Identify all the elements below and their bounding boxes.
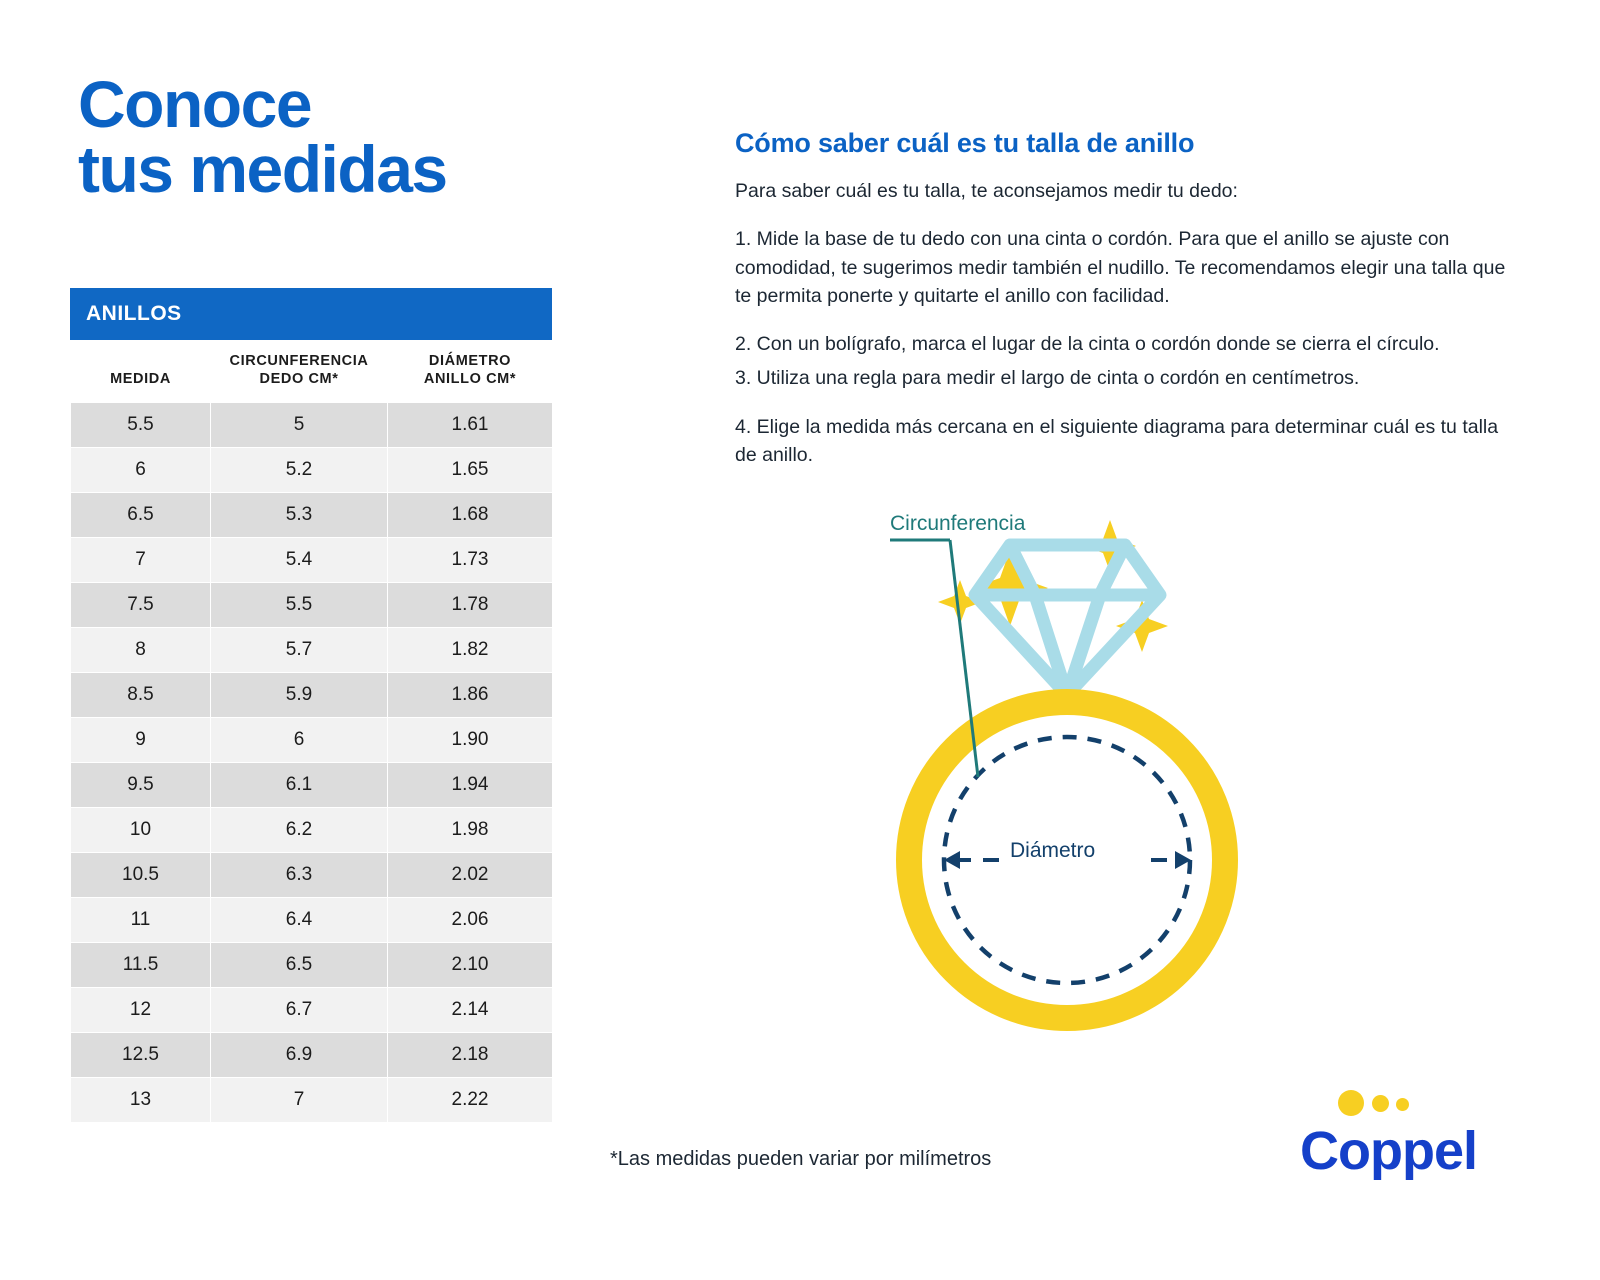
cell-medida: 5.5 (71, 403, 211, 448)
cell-diametro: 1.90 (388, 718, 553, 763)
cell-diametro: 2.22 (388, 1078, 553, 1123)
cell-medida: 9 (71, 718, 211, 763)
table-body (71, 403, 553, 1123)
cell-circunferencia: 6.4 (211, 898, 388, 943)
cell-diametro: 1.78 (388, 583, 553, 628)
table-row (71, 628, 553, 673)
cell-diametro: 1.94 (388, 763, 553, 808)
table-section-header (70, 288, 552, 340)
table-section-label: ANILLOS (86, 302, 182, 325)
footnote: *Las medidas pueden variar por milímetros (610, 1148, 992, 1170)
cell-medida: 8.5 (71, 673, 211, 718)
page-title-line1: Conoce (78, 67, 312, 141)
cell-medida: 7.5 (71, 583, 211, 628)
coppel-logo (1300, 1090, 1490, 1180)
table-row (71, 763, 553, 808)
table-row (71, 853, 553, 898)
cell-diametro: 1.86 (388, 673, 553, 718)
cell-medida: 11.5 (71, 943, 211, 988)
table-row (71, 898, 553, 943)
cell-circunferencia: 6 (211, 718, 388, 763)
cell-diametro: 2.14 (388, 988, 553, 1033)
ring-diagram (860, 490, 1340, 1090)
cell-diametro: 1.61 (388, 403, 553, 448)
page-title-block (78, 67, 568, 206)
cell-diametro: 1.65 (388, 448, 553, 493)
column-header-diametro: DIÁMETRO ANILLO CM* (388, 340, 553, 403)
table-row (71, 1078, 553, 1123)
table-row (71, 718, 553, 763)
cell-circunferencia: 6.3 (211, 853, 388, 898)
cell-medida: 6 (71, 448, 211, 493)
table-row (71, 493, 553, 538)
table-row (71, 988, 553, 1033)
table-row (71, 448, 553, 493)
cell-medida: 8 (71, 628, 211, 673)
cell-circunferencia: 5.9 (211, 673, 388, 718)
logo-wordmark: Coppel (1300, 1121, 1477, 1181)
cell-circunferencia: 6.5 (211, 943, 388, 988)
cell-circunferencia: 5.7 (211, 628, 388, 673)
cell-medida: 7 (71, 538, 211, 583)
cell-circunferencia: 5.4 (211, 538, 388, 583)
page-title (78, 67, 568, 206)
table-row (71, 808, 553, 853)
cell-diametro: 1.73 (388, 538, 553, 583)
cell-medida: 10.5 (71, 853, 211, 898)
instructions-block (735, 128, 1525, 489)
cell-medida: 12.5 (71, 1033, 211, 1078)
column-header-circunferencia: CIRCUNFERENCIA DEDO CM* (211, 340, 388, 403)
instructions-intro: Para saber cuál es tu talla, te aconsejamos medir tu dedo: (735, 180, 1238, 202)
cell-medida: 12 (71, 988, 211, 1033)
cell-medida: 13 (71, 1078, 211, 1123)
diamond-icon (975, 545, 1160, 695)
table-header-row (71, 340, 553, 403)
column-header-medida: MEDIDA (71, 340, 211, 403)
table-row (71, 673, 553, 718)
cell-medida: 9.5 (71, 763, 211, 808)
cell-diametro: 1.98 (388, 808, 553, 853)
instructions-title: Cómo saber cuál es tu talla de anillo (735, 128, 1195, 158)
ring-size-table-wrapper (70, 288, 552, 1123)
cell-circunferencia: 7 (211, 1078, 388, 1123)
instructions-step-1: 1. Mide la base de tu dedo con una cinta o cordón. Para que el anillo se ajuste con comodidad, te sugerimos medir también el nudillo. Te recomendamos elegir una talla que te permita ponerte y quitarte el anillo con facilidad. (735, 228, 1506, 307)
cell-circunferencia: 5.3 (211, 493, 388, 538)
table-row (71, 583, 553, 628)
ring-size-table (70, 340, 553, 1123)
page-title-line2: tus medidas (78, 131, 447, 206)
cell-circunferencia: 5.2 (211, 448, 388, 493)
instructions-step-4: 4. Elige la medida más cercana en el siguiente diagrama para determinar cuál es tu talla de anillo. (735, 415, 1499, 466)
table-row (71, 538, 553, 583)
cell-circunferencia: 6.9 (211, 1033, 388, 1078)
cell-circunferencia: 6.7 (211, 988, 388, 1033)
cell-diametro: 2.18 (388, 1033, 553, 1078)
cell-diametro: 2.06 (388, 898, 553, 943)
cell-medida: 6.5 (71, 493, 211, 538)
instructions-step-2: 2. Con un bolígrafo, marca el lugar de la cinta o cordón donde se cierra el círculo. (735, 333, 1440, 356)
cell-diametro: 2.02 (388, 853, 553, 898)
table-row (71, 943, 553, 988)
cell-medida: 11 (71, 898, 211, 943)
cell-circunferencia: 6.2 (211, 808, 388, 853)
cell-medida: 10 (71, 808, 211, 853)
label-diametro: Diámetro (1010, 839, 1096, 862)
cell-circunferencia: 6.1 (211, 763, 388, 808)
cell-diametro: 1.82 (388, 628, 553, 673)
logo-dots-icon (1338, 1090, 1490, 1116)
cell-diametro: 1.68 (388, 493, 553, 538)
label-circunferencia: Circunferencia (890, 512, 1026, 535)
table-row (71, 403, 553, 448)
cell-circunferencia: 5 (211, 403, 388, 448)
cell-circunferencia: 5.5 (211, 583, 388, 628)
cell-diametro: 2.10 (388, 943, 553, 988)
table-row (71, 1033, 553, 1078)
instructions-step-3: 3. Utiliza una regla para medir el largo de cinta o cordón en centímetros. (735, 367, 1360, 390)
